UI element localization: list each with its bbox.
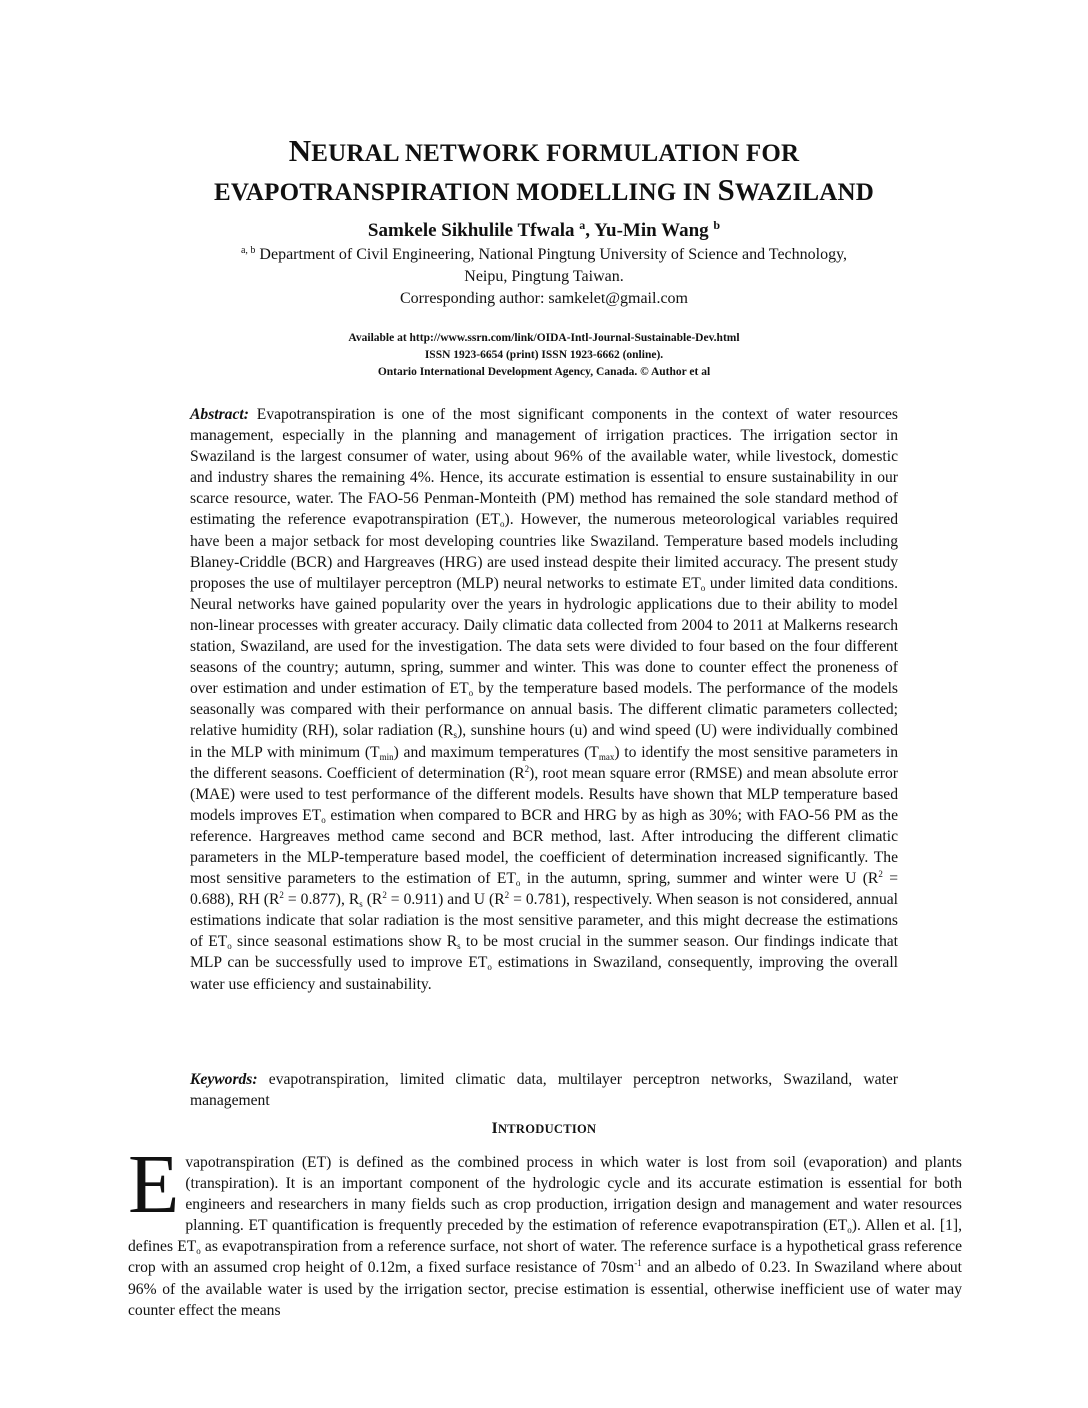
availability-block bbox=[0, 330, 1088, 381]
text-run: estimations in Swaziland, consequently, improving the overall water use efficiency and sustainability. bbox=[190, 954, 898, 993]
text-run: ) to identify the most sensitive parameters in the different seasons. Coefficient of determination (R bbox=[190, 743, 898, 782]
keywords bbox=[190, 1069, 898, 1111]
text-run: ), root mean square error (RMSE) and mean absolute error (MAE) were used to test performance of the different models. Results have shown that MLP temperature based models improves ET bbox=[190, 764, 898, 824]
availability-url[interactable]: Available at http://www.ssrn.com/link/OIDA-Intl-Journal-Sustainable-Dev.html bbox=[348, 332, 740, 344]
text-run: ), sunshine hours (u) and wind speed (U) were individually combined in the MLP with minimum (T bbox=[190, 722, 898, 761]
text-run: = 0.911) and U (R bbox=[386, 891, 505, 909]
introduction-text bbox=[128, 1138, 962, 1319]
superscript: 2 bbox=[279, 890, 284, 901]
superscript: 2 bbox=[878, 869, 883, 880]
superscript: 2 bbox=[504, 890, 510, 901]
subscript: o bbox=[468, 688, 474, 699]
text-run: ). However, the numerous meteorological variables required have been a major setback for most developing countries like Swaziland. Temperature based models including Blaney-Criddle (BCR) and Hargreaves (HRG) are used instead despite their limited accuracy. The present study proposes the use of multilayer perceptron (MLP) neural networks to estimate ET bbox=[190, 511, 898, 592]
subscript: s bbox=[359, 899, 363, 910]
issn-line: ISSN 1923-6654 (print) ISSN 1923-6662 (online). bbox=[424, 349, 664, 361]
subscript: min bbox=[379, 751, 394, 762]
keywords-text: evapotranspiration, limited climatic data, multilayer perceptron networks, Swaziland, water management bbox=[190, 1071, 898, 1109]
title-line-1: NEURAL NETWORK FORMULATION FOR bbox=[288, 133, 800, 168]
text-run: = 0.688), RH (R bbox=[190, 870, 898, 909]
publisher-line: Ontario International Development Agency, Canada. © Author et al bbox=[377, 366, 711, 378]
paper-title bbox=[0, 133, 1088, 211]
text-run: ). Allen et al. [1], defines ET bbox=[128, 1217, 962, 1256]
subscript: max bbox=[598, 751, 615, 762]
text-run: to be most crucial in the summer season. Our findings indicate that MLP can be successfully used to improve ET bbox=[190, 933, 898, 972]
text-run: vapotranspiration (ET) is defined as the combined process in which water is lost from soil (evaporation) and plants (transpiration). It is an important component of the hydrologic cycle and its accurate estimation is essential for both engineers and researchers in many fields such as crop production, irrigation design and management and water resources planning. ET quantification is frequently preceded by the estimation of reference evapotranspiration (ET bbox=[185, 1154, 962, 1235]
text-run: = 0.781), respectively. When season is not considered, annual estimations indicate that solar radiation is the most sensitive parameter, and this might decrease the estimations of ET bbox=[190, 891, 898, 951]
text-run: since seasonal estimations show R bbox=[231, 933, 458, 951]
subscript: o bbox=[321, 814, 326, 825]
subscript: s bbox=[457, 941, 461, 952]
author-name: Yu-Min Wang bbox=[594, 220, 709, 241]
title-line-2: EVAPOTRANSPIRATION MODELLING IN SWAZILAND bbox=[213, 172, 875, 207]
subscript: o bbox=[847, 1225, 852, 1236]
author-name: Samkele Sikhulile Tfwala bbox=[367, 220, 575, 241]
abstract-text bbox=[190, 406, 898, 993]
superscript: 2 bbox=[524, 763, 530, 774]
text-run: in the autumn, spring, summer and winter were U (R bbox=[520, 870, 879, 888]
abstract-label: Abstract: bbox=[190, 406, 249, 423]
affiliation-location: Neipu, Pingtung Taiwan. bbox=[464, 268, 624, 285]
keywords-label: Keywords: bbox=[190, 1071, 258, 1088]
author-list: Samkele Sikhulile Tfwala $^a$, Yu-Min Wang $^b$ bbox=[367, 218, 721, 241]
subscript: o bbox=[196, 1246, 201, 1257]
affiliation-mark: b bbox=[713, 218, 721, 232]
superscript: 2 bbox=[382, 890, 387, 901]
affiliation-mark: a bbox=[579, 218, 586, 232]
text-run: ) and maximum temperatures (T bbox=[393, 743, 599, 761]
text-run: = 0.877), R bbox=[283, 891, 360, 909]
text-run: (R bbox=[362, 891, 383, 909]
superscript: -1 bbox=[634, 1258, 642, 1269]
affiliation-marks: a, b bbox=[240, 245, 256, 256]
corresponding-author[interactable]: Corresponding author: samkelet@gmail.com bbox=[399, 290, 688, 307]
text-run: and an albedo of 0.23. In Swaziland where about 96% of the available water is used by the irrigation sector, precise estimation is essential, otherwise inefficient use of water may counter effect the means bbox=[128, 1259, 962, 1319]
affiliation-block bbox=[0, 244, 1088, 310]
text-run: under limited data conditions. Neural networks have gained popularity over the years in hydrologic applications due to their ability to model non-linear processes with greater accuracy. Daily climatic data collected from 2004 to 2011 at Malkerns research station, Swaziland, are used for the investigation. The data sets were divided to four based on the four different seasons of the country; autumn, spring, summer and winter. This was done to counter effect the proneness of over estimation and under estimation of ET bbox=[190, 574, 898, 698]
introduction-paragraph bbox=[128, 1138, 962, 1321]
text-run: Evapotranspiration is one of the most significant components in the context of water resources management, especially in the planning and management of irrigation practices. The irrigation sector in Swaziland is the largest consumer of water, using about 96% of the available water, while livestock, domestic and industry shares the remaining 4%. Hence, its accurate estimation is essential to ensure sustainability in our scarce resource, water. The FAO-56 Penman-Monteith (PM) method has remained the sole standard method of estimating the reference evapotranspiration (ET bbox=[190, 406, 898, 529]
abstract bbox=[190, 404, 898, 995]
subscript: o bbox=[487, 962, 492, 973]
subscript: o bbox=[515, 878, 521, 889]
section-heading-introduction: INTRODUCTION bbox=[491, 1120, 597, 1137]
subscript: o bbox=[700, 582, 706, 593]
text-run: by the temperature based models. The performance of the models seasonally was compared with their performance on annual basis. The different climatic parameters collected; relative humidity (RH), solar radiation (R bbox=[190, 680, 898, 740]
text-run: estimation when compared to BCR and HRG by as high as 30%; with FAO-56 PM as the reference. Hargreaves method came second and BCR method, last. After introducing the different climatic parameters in the MLP-temperature based model, the coefficient of determination increased significantly. The most sensitive parameters to the estimation of ET bbox=[190, 806, 898, 888]
affiliation-line: Department of Civil Engineering, National Pingtung University of Science and Technology, bbox=[255, 246, 848, 263]
drop-cap: E bbox=[128, 1138, 180, 1231]
subscript: s bbox=[453, 730, 458, 741]
text-run: as evapotranspiration from a reference surface, not short of water. The reference surface is a hypothetical grass reference crop with an assumed crop height of 0.12m, a fixed surface resistance of 70sm bbox=[128, 1238, 962, 1277]
subscript: o bbox=[227, 941, 232, 952]
subscript: o bbox=[500, 519, 505, 530]
